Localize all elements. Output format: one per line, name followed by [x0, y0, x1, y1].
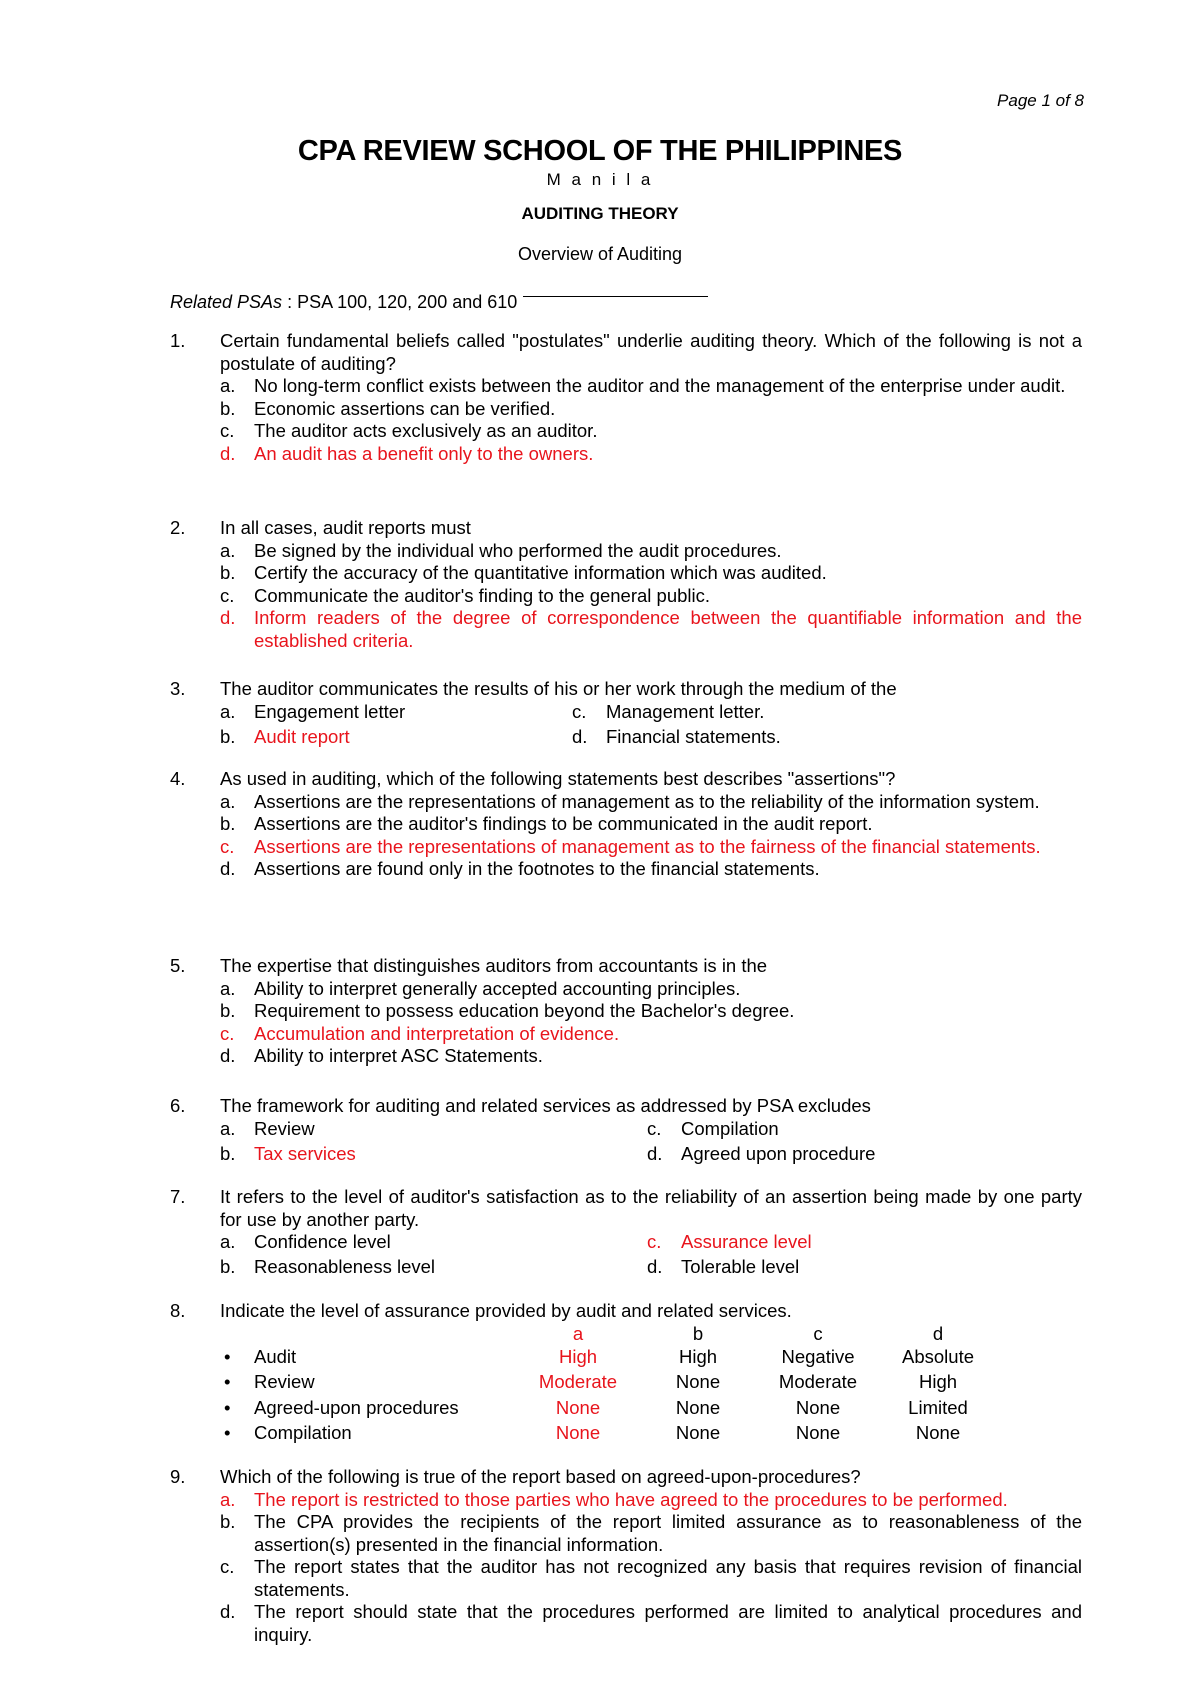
question-number: 1.	[170, 330, 186, 351]
option-d	[220, 858, 1082, 881]
topic-title: Overview of Auditing	[517, 244, 683, 264]
option-letter: d.	[647, 1142, 663, 1164]
option-c	[220, 1556, 1082, 1601]
option-letter: b.	[220, 562, 236, 583]
question-number: 5.	[170, 955, 186, 976]
option-b	[220, 1256, 435, 1279]
bullet: •	[224, 1345, 231, 1367]
option-letter: a.	[220, 790, 236, 812]
column-header-c: c	[813, 1322, 823, 1344]
option-letter: b.	[220, 1511, 236, 1532]
question-1	[170, 330, 1082, 465]
option-text: The auditor acts exclusively as an auditor.	[254, 420, 598, 441]
cell-answer: High	[558, 1345, 598, 1367]
option-text: Assurance level	[681, 1231, 812, 1252]
question-text: As used in auditing, which of the following statements best describes "assertions"?	[220, 768, 896, 789]
option-letter: c.	[647, 1117, 662, 1139]
question-number: 4.	[170, 768, 186, 789]
option-text: Review	[254, 1117, 315, 1139]
option-letter: c.	[572, 700, 587, 722]
table-row-review	[220, 1371, 1082, 1397]
option-letter: c.	[220, 1022, 235, 1044]
option-text: The report states that the auditor has not recognized any basis that requires revision of financial statements.	[254, 1556, 1082, 1600]
table-row-audit	[220, 1346, 1082, 1372]
option-letter: a.	[220, 977, 236, 999]
cell-answer: None	[555, 1396, 601, 1418]
option-letter: d.	[647, 1256, 663, 1277]
option-text: Accumulation and interpretation of evidence.	[254, 1022, 620, 1044]
option-text: Assertions are the auditor's findings to be communicated in the audit report.	[254, 813, 873, 834]
option-d	[647, 1256, 799, 1279]
option-d	[647, 1143, 875, 1166]
bullet: •	[224, 1371, 231, 1392]
option-b	[220, 398, 1082, 421]
bullet: •	[224, 1396, 231, 1418]
option-letter: b.	[220, 1142, 236, 1164]
table-row-compilation	[220, 1422, 1082, 1448]
option-a	[220, 701, 405, 724]
option-text: Inform readers of the degree of correspondence between the quantifiable information and the established criteria.	[254, 607, 1082, 651]
option-text: Economic assertions can be verified.	[254, 397, 556, 419]
option-a	[220, 375, 1082, 398]
question-number: 3.	[170, 678, 186, 699]
option-text: Ability to interpret ASC Statements.	[254, 1045, 543, 1066]
row-label: Audit	[254, 1345, 297, 1367]
option-c	[647, 1118, 779, 1141]
page-number: Page 1 of 8	[997, 91, 1084, 110]
question-3	[170, 678, 1082, 751]
option-text: No long-term conflict exists between the auditor and the management of the enterprise under audit.	[254, 375, 1066, 396]
option-text: Assertions are found only in the footnotes to the financial statements.	[254, 858, 820, 879]
question-text: Which of the following is true of the report based on agreed-upon-procedures?	[220, 1466, 861, 1487]
option-text: The CPA provides the recipients of the report limited assurance as to reasonableness of the assertion(s) presented in the financial information.	[254, 1511, 1082, 1555]
option-a	[220, 1231, 391, 1254]
option-letter: a.	[220, 1117, 236, 1139]
question-number: 6.	[170, 1095, 186, 1116]
option-b	[220, 813, 1082, 836]
option-d	[572, 726, 781, 749]
option-text: Reasonableness level	[254, 1256, 436, 1277]
option-text: Compilation	[681, 1117, 779, 1139]
assurance-table	[220, 1323, 1082, 1448]
option-letter: a.	[220, 700, 236, 722]
option-text: Confidence level	[254, 1231, 391, 1252]
option-d-answer	[220, 607, 1082, 652]
cell: None	[795, 1422, 841, 1443]
option-c	[220, 585, 1082, 608]
option-c-answer	[220, 1023, 1082, 1046]
column-header-b: b	[692, 1322, 704, 1344]
option-letter: d.	[220, 607, 236, 628]
option-letter: b.	[220, 1256, 236, 1277]
option-text: The report is restricted to those parties who have agreed to the procedures to be performed.	[254, 1488, 1008, 1510]
option-letter: b.	[220, 725, 236, 747]
option-text: Engagement letter	[254, 700, 406, 722]
related-label: Related PSAs	[170, 292, 283, 312]
question-text: In all cases, audit reports must	[220, 517, 471, 538]
school-name: CPA REVIEW SCHOOL OF THE PHILIPPINES	[297, 135, 903, 167]
cell: High	[678, 1345, 718, 1367]
column-header-a: a	[572, 1322, 584, 1344]
related-sep: :	[282, 292, 298, 312]
cell: None	[675, 1396, 721, 1418]
question-9	[170, 1466, 1082, 1646]
cell: Limited	[908, 1396, 968, 1418]
question-text: Certain fundamental beliefs called "postulates" underlie auditing theory. Which of the following is not a postulate of auditing?	[220, 330, 1082, 374]
question-text: The auditor communicates the results of his or her work through the medium of the	[220, 678, 897, 699]
option-b	[220, 1000, 1082, 1023]
option-text-answer: Audit report	[254, 725, 350, 747]
question-4	[170, 768, 1082, 881]
table-row-agreed-upon	[220, 1397, 1082, 1423]
row-label: Review	[254, 1371, 315, 1392]
option-b	[220, 562, 1082, 585]
option-c	[220, 420, 1082, 443]
cell: Absolute	[902, 1345, 974, 1367]
cell: None	[915, 1422, 961, 1443]
option-a	[220, 791, 1082, 814]
option-a	[220, 978, 1082, 1001]
option-d-answer	[220, 443, 1082, 466]
row-label: Compilation	[254, 1422, 352, 1443]
related-psas	[170, 292, 517, 313]
option-text: Management letter.	[606, 700, 765, 722]
option-b	[220, 1511, 1082, 1556]
option-text: Communicate the auditor's finding to the general public.	[254, 584, 711, 606]
question-7	[170, 1186, 1082, 1281]
question-number: 2.	[170, 517, 186, 538]
option-letter: d.	[220, 1045, 236, 1066]
question-8	[170, 1300, 1082, 1448]
option-c-answer	[647, 1231, 812, 1254]
question-2	[170, 517, 1082, 652]
related-underline	[523, 296, 708, 297]
cell: Moderate	[778, 1371, 858, 1392]
option-letter: c.	[647, 1231, 662, 1252]
question-text: The expertise that distinguishes auditors from accountants is in the	[220, 955, 768, 976]
column-header-d: d	[932, 1322, 944, 1344]
option-letter: d.	[220, 442, 236, 464]
question-6	[170, 1095, 1082, 1168]
cell: None	[675, 1422, 721, 1443]
question-number: 9.	[170, 1466, 186, 1487]
cell-answer: None	[555, 1422, 601, 1443]
option-letter: c.	[220, 835, 235, 857]
question-text: The framework for auditing and related services as addressed by PSA excludes	[220, 1095, 871, 1116]
option-letter: a.	[220, 375, 236, 396]
option-text: An audit has a benefit only to the owners.	[254, 442, 594, 464]
option-letter: b.	[220, 813, 236, 834]
option-text: Requirement to possess education beyond the Bachelor's degree.	[254, 1000, 795, 1021]
cell-answer: Moderate	[538, 1371, 618, 1392]
question-number: 8.	[170, 1300, 186, 1321]
option-letter: b.	[220, 1000, 236, 1021]
cell: None	[675, 1371, 721, 1392]
option-letter: a.	[220, 1488, 236, 1510]
option-c-answer	[220, 836, 1082, 859]
option-a	[220, 1118, 315, 1141]
city: M a n i l a	[546, 170, 654, 189]
question-5	[170, 955, 1082, 1068]
option-letter: a.	[220, 1231, 236, 1252]
subject-title: AUDITING THEORY	[521, 204, 679, 223]
row-label: Agreed-upon procedures	[254, 1396, 459, 1418]
option-text: Tolerable level	[681, 1256, 800, 1277]
option-b	[220, 726, 350, 749]
option-letter: d.	[220, 858, 236, 879]
question-text: Indicate the level of assurance provided by audit and related services.	[220, 1300, 792, 1321]
option-letter: c.	[220, 420, 235, 441]
option-letter: c.	[220, 584, 235, 606]
option-letter: b.	[220, 397, 236, 419]
option-text: Agreed upon procedure	[681, 1142, 876, 1164]
cell: None	[795, 1396, 841, 1418]
option-text: Assertions are the representations of management as to the reliability of the information system.	[254, 790, 1040, 812]
option-b	[220, 1143, 356, 1166]
question-text: It refers to the level of auditor's satisfaction as to the reliability of an assertion being made by one party for use by another party.	[220, 1186, 1082, 1230]
related-value: PSA 100, 120, 200 and 610	[297, 292, 518, 312]
option-d	[220, 1601, 1082, 1646]
option-c	[572, 701, 764, 724]
cell: Negative	[781, 1345, 855, 1367]
question-number: 7.	[170, 1186, 186, 1207]
option-a-answer	[220, 1489, 1082, 1512]
option-text: The report should state that the procedures performed are limited to analytical procedures and inquiry.	[254, 1601, 1082, 1645]
cell: High	[918, 1371, 958, 1392]
option-text-answer: Tax services	[254, 1142, 356, 1164]
option-a	[220, 540, 1082, 563]
option-text: Certify the accuracy of the quantitative information which was audited.	[254, 562, 827, 583]
option-text: Ability to interpret generally accepted accounting principles.	[254, 977, 741, 999]
option-text: Be signed by the individual who performed the audit procedures.	[254, 539, 782, 561]
option-text: Financial statements.	[606, 725, 781, 747]
option-letter: c.	[220, 1556, 235, 1577]
bullet: •	[224, 1422, 231, 1443]
option-letter: d.	[572, 725, 588, 747]
option-text: Assertions are the representations of management as to the fairness of the financial statements.	[254, 835, 1041, 857]
option-letter: d.	[220, 1601, 236, 1622]
option-d	[220, 1045, 1082, 1068]
option-letter: a.	[220, 539, 236, 561]
